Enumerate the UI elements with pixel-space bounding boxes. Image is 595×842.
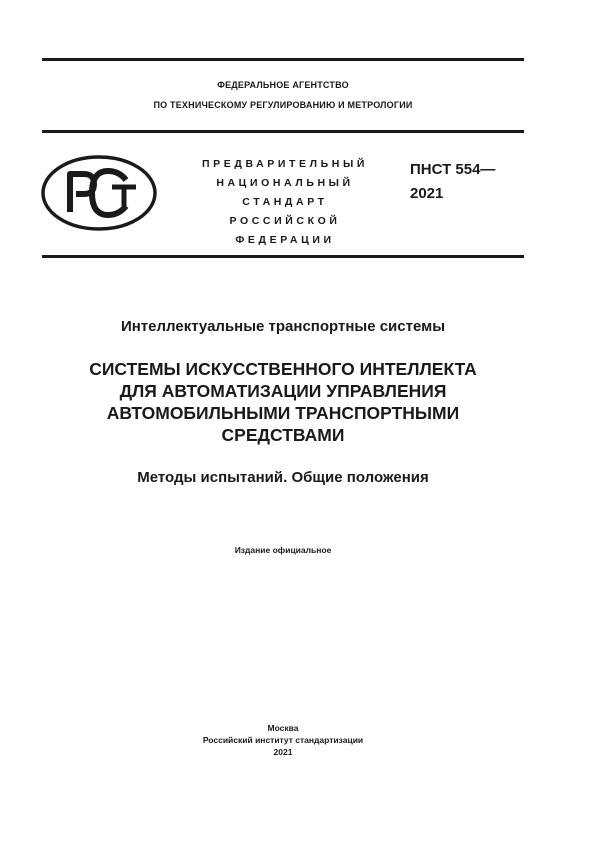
edition-label: Издание официальное — [234, 545, 332, 555]
standard-type-line: ФЕДЕРАЦИИ — [235, 234, 335, 246]
document-subtitle: Методы испытаний. Общие положения — [137, 469, 429, 486]
standard-number — [410, 158, 495, 206]
middle-rule — [42, 130, 524, 133]
standard-number-year: 2021 — [410, 185, 444, 202]
series-title: Интеллектуальные транспортные системы — [120, 318, 446, 335]
document-title-line: СИСТЕМЫ ИСКУССТВЕННОГО ИНТЕЛЛЕКТА — [89, 359, 477, 379]
standard-type-line: НАЦИОНАЛЬНЫЙ — [216, 177, 354, 189]
standard-type-line: ПРЕДВАРИТЕЛЬНЫЙ — [202, 158, 368, 170]
standard-type-line: СТАНДАРТ — [242, 196, 328, 208]
document-title-line: АВТОМОБИЛЬНЫМИ ТРАНСПОРТНЫМИ — [106, 403, 460, 423]
standard-number-code: ПНСТ 554— — [410, 161, 496, 178]
agency-name-line1: ФЕДЕРАЛЬНОЕ АГЕНТСТВО — [217, 80, 349, 90]
agency-name-line2: ПО ТЕХНИЧЕСКОМУ РЕГУЛИРОВАНИЮ И МЕТРОЛОГИИ — [153, 100, 413, 110]
standard-type — [190, 155, 380, 250]
document-title-line: СРЕДСТВАМИ — [221, 425, 345, 445]
publisher-city: Москва — [267, 723, 299, 733]
document-title-line: ДЛЯ АВТОМАТИЗАЦИИ УПРАВЛЕНИЯ — [119, 381, 447, 401]
publisher-year: 2021 — [273, 747, 293, 757]
publisher-block — [42, 722, 524, 758]
top-rule — [42, 58, 524, 61]
publisher-name: Российский институт стандартизации — [202, 735, 364, 745]
rst-logo-icon — [40, 154, 158, 232]
bottom-rule — [42, 255, 524, 258]
document-title — [42, 358, 524, 446]
standard-type-line: РОССИЙСКОЙ — [229, 215, 341, 227]
